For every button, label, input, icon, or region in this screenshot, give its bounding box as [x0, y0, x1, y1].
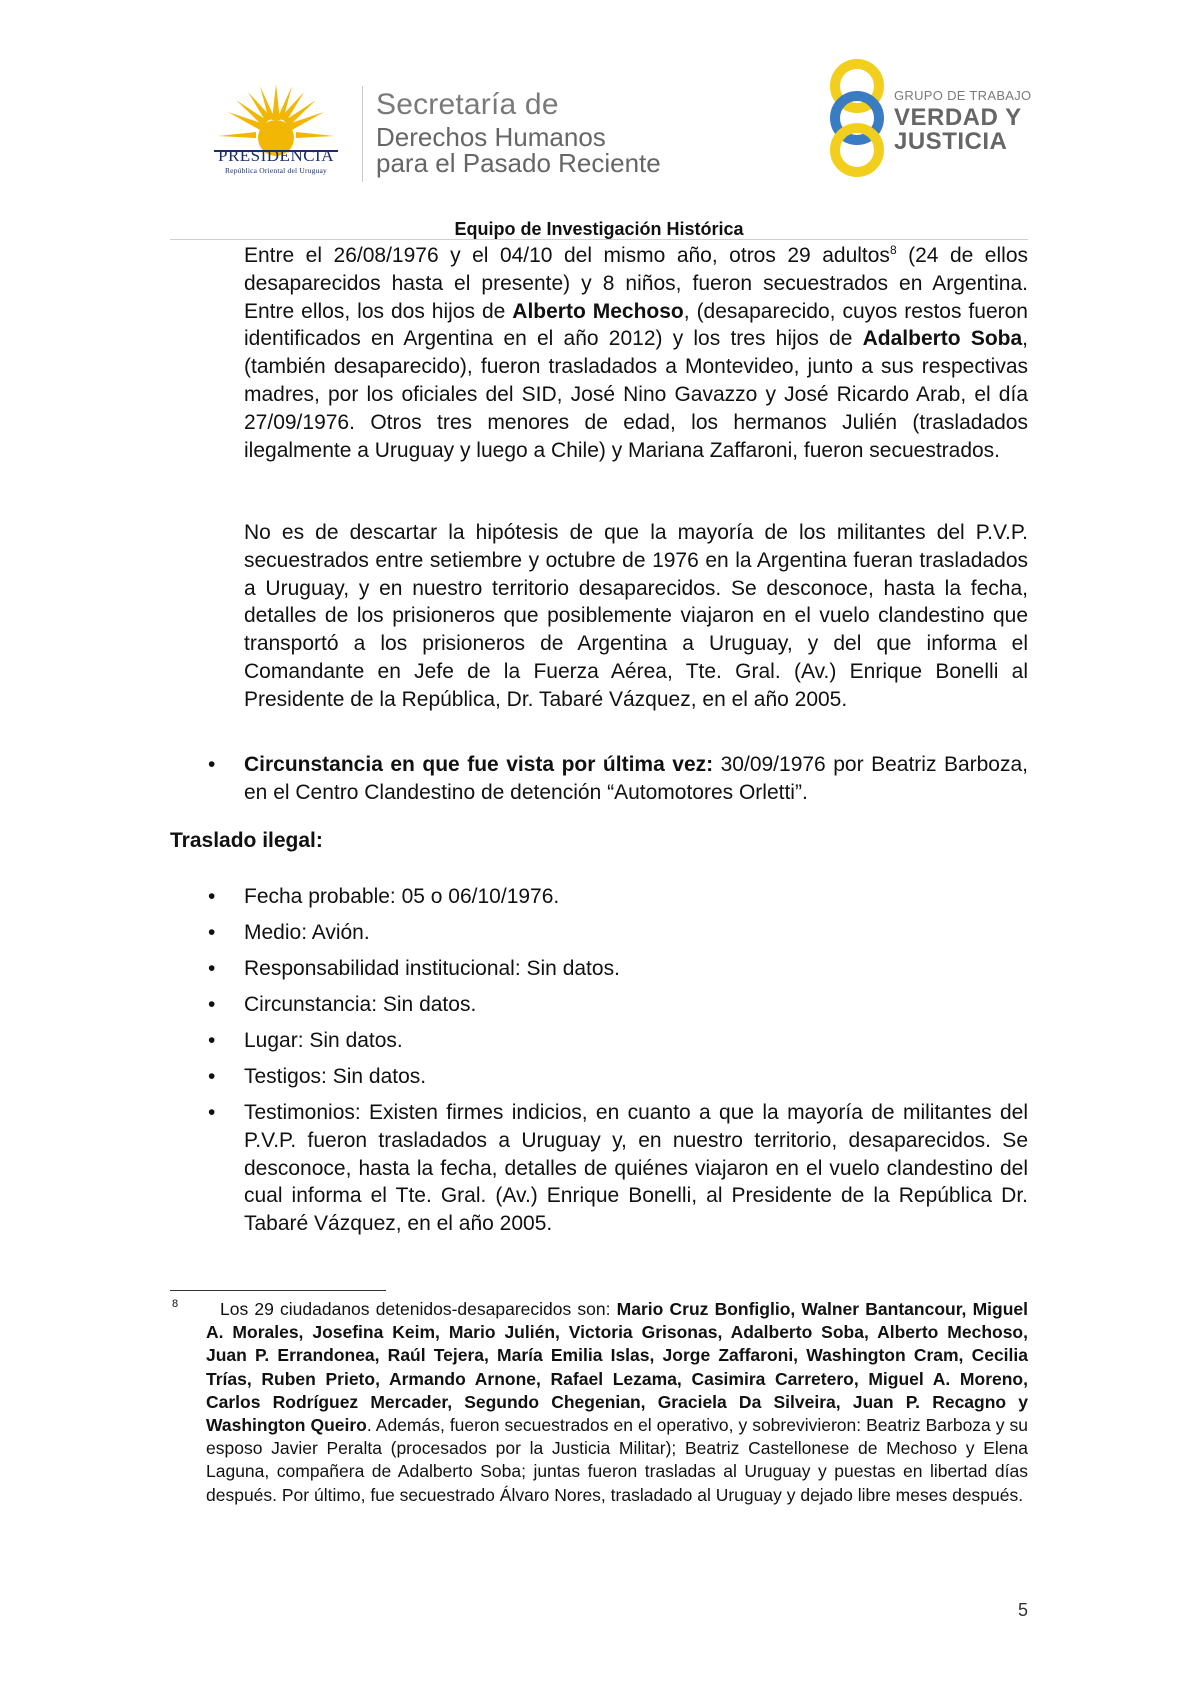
- bullet-glyph: •: [208, 993, 216, 1016]
- grupo-line-3: JUSTICIA: [894, 128, 1008, 155]
- last-seen-label: Circunstancia en que fue vista por última vez:: [244, 753, 714, 776]
- page-number: 5: [1017, 1600, 1028, 1620]
- footnote-ref[interactable]: 8: [889, 243, 897, 257]
- section-heading-traslado: Traslado ilegal:: [170, 829, 323, 852]
- footnote-number: 8: [172, 1298, 179, 1310]
- list-item-testigos: Testigos: Sin datos.: [244, 1065, 427, 1088]
- bullet-glyph: •: [208, 1029, 216, 1052]
- p1-text-a: Entre el 26/08/1976 y el 04/10 del mismo año, otros 29 adultos: [244, 244, 890, 267]
- bullet-glyph: •: [208, 921, 216, 944]
- paragraph-secuestros: [244, 242, 1028, 464]
- presidencia-title: PRESIDENCIA: [217, 146, 334, 165]
- secretaria-line-3: para el Pasado Reciente: [376, 148, 661, 178]
- bullet-glyph: •: [208, 753, 216, 776]
- header-separator: [362, 86, 363, 182]
- grupo-line-1: GRUPO DE TRABAJO: [894, 88, 1032, 103]
- presidencia-subtitle: República Oriental del Uruguay: [224, 166, 327, 175]
- secretaria-line-2: Derechos Humanos: [376, 122, 606, 152]
- footnote-text: [206, 1298, 1028, 1507]
- p1-text-c: , (desaparecido, cuyos restos fueron identificados en Argentina en el año 2012) y los tres hijos de: [244, 299, 1028, 351]
- bullet-glyph: •: [208, 957, 216, 980]
- list-item-fecha: Fecha probable: 05 o 06/10/1976.: [244, 885, 560, 908]
- last-seen-item: [244, 751, 1028, 807]
- paragraph-hipotesis: No es de descartar la hipótesis de que la mayoría de los militantes del P.V.P. secuestrados entre setiembre y octubre de 1976 en la Argentina fueran trasladados a Uruguay, y en nuestro territorio desaparecidos. Se desconoce, hasta la fecha, detalles de los prisioneros que posiblemente viajaron en el vuelo clandestino que transportó a los prisioneros de Argentina a Uruguay, y del que informa el Comandante en Jefe de la Fuerza Aérea, Tte. Gral. (Av.) Enrique Bonelli al Presidente de la República, Dr. Tabaré Vázquez, en el año 2005.: [244, 521, 1028, 711]
- list-item-testimonios: Testimonios: Existen firmes indicios, en cuanto a que la mayoría de militantes del P.V.P. fueron trasladados a Uruguay y, en nuestro territorio, desaparecidos. Se desconoce, hasta la fecha, detalles de quiénes viajaron en el vuelo clandestino del cual informa el Tte. Gral. (Av.) Enrique Bonelli, al Presidente de la República Dr. Tabaré Vázquez, en el año 2005.: [244, 1101, 1028, 1236]
- secretaria-line-1: Secretaría de: [376, 88, 559, 121]
- bullet-glyph: •: [208, 885, 216, 908]
- header-rule: [170, 239, 1028, 240]
- team-title: Equipo de Investigación Histórica: [454, 219, 744, 239]
- grupo-line-2: VERDAD Y: [894, 104, 1022, 131]
- name-alberto-mechoso: Alberto Mechoso: [512, 299, 684, 323]
- list-item-responsabilidad: Responsabilidad institucional: Sin datos.: [244, 957, 620, 980]
- last-seen-text: 30/09/1976 por Beatriz Barboza, en el Centro Clandestino de detención “Automotores Orletti”.: [244, 753, 1028, 804]
- bullet-glyph: •: [208, 1101, 216, 1124]
- verdad-justicia-rings-logo: [822, 56, 892, 180]
- page-header: [0, 0, 1190, 260]
- list-item-circunstancia: Circunstancia: Sin datos.: [244, 993, 477, 1016]
- footnote-names: Mario Cruz Bonfiglio, Walner Bantancour, Miguel A. Morales, Josefina Keim, Mario Julién, Victoria Grisonas, Adalberto Soba, Alberto Mechoso, Juan P. Errandonea, Raúl Tejera, María Emilia Islas, Jorge Zaffaroni, Washington Cram, Cecilia Trías, Ruben Prieto, Armando Arnone, Rafael Lezama, Casimira Carretero, Miguel A. Moreno, Carlos Rodríguez Mercader, Segundo Chegenian, Graciela Da Silveira, Juan P. Recagno y Washington Queiro: [206, 1299, 1028, 1436]
- list-item-medio: Medio: Avión.: [244, 921, 370, 944]
- name-adalberto-soba: Adalberto Soba: [862, 327, 1023, 351]
- p1-text-d: , (también desaparecido), fueron trasladados a Montevideo, junto a sus respectivas madres, por los oficiales del SID, José Nino Gavazzo y José Ricardo Arab, el día 27/09/1976. Otros tres menores de edad, los hermanos Julién (trasladados ilegalmente a Uruguay y luego a Chile) y Mariana Zaffaroni, fueron secuestrados.: [244, 327, 1029, 462]
- footnote-intro: Los 29 ciudadanos detenidos-desaparecidos son:: [220, 1299, 617, 1319]
- p1-text-b: (24 de ellos desaparecidos hasta el presente) y 8 niños, fueron secuestrados en Argentina. Entre ellos, los dos hijos de: [244, 244, 1028, 323]
- footnote-rule: [170, 1290, 386, 1291]
- bullet-glyph: •: [208, 1065, 216, 1088]
- list-item-lugar: Lugar: Sin datos.: [244, 1029, 403, 1052]
- footnote-rest: . Además, fueron secuestrados en el operativo, y sobrevivieron: Beatriz Barboza y su esposo Javier Peralta (procesados por la Justicia Militar); Beatriz Castellonese de Mechoso y Elena Laguna, compañera de Adalberto Soba; juntas fueron trasladas al Uruguay y puestas en libertad días después. Por último, fue secuestrado Álvaro Nores, trasladado al Uruguay y dejado libre meses después.: [206, 1415, 1029, 1505]
